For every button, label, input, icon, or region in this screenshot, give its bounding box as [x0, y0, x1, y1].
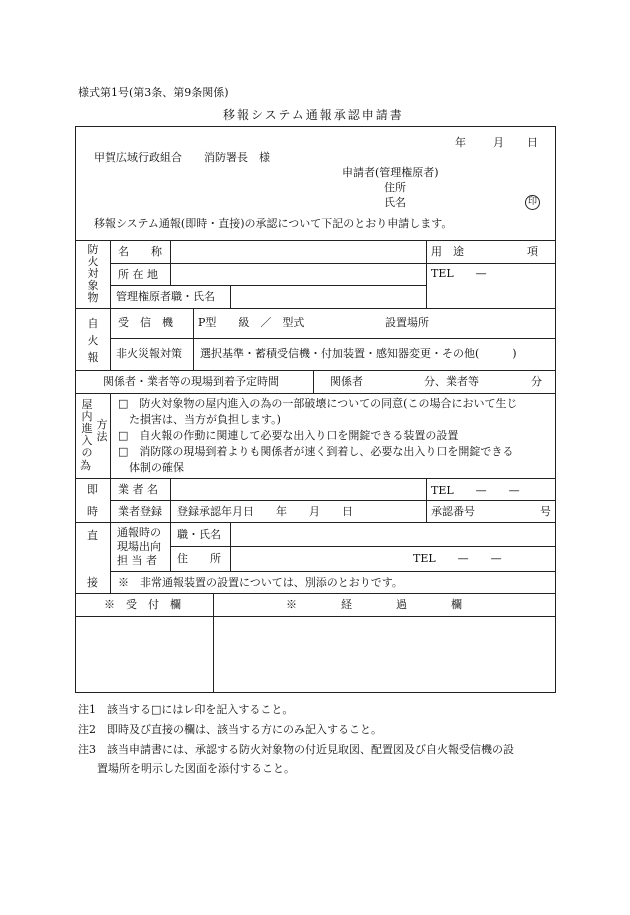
emergency-device-note: ※ 非常通報装置の設置については、別添のとおりです。 — [118, 576, 403, 589]
note-3: 注3 該当申請書には、承認する防火対象物の付近見取図、配置図及び自火報受信機の設 — [78, 743, 514, 756]
option-early-arrival-cont: 体制の確保 — [129, 461, 184, 474]
divider — [110, 240, 111, 370]
divider — [170, 240, 171, 285]
divider — [75, 308, 556, 309]
divider — [110, 338, 556, 339]
name-field-label: 名 称 — [118, 245, 162, 258]
onsite-person-line3: 担 当 者 — [117, 554, 157, 567]
indoor-entry-label-tame: 為 — [80, 459, 91, 472]
related-party-label: 関係者 — [330, 375, 363, 388]
option-unlock-device: □ 自火報の作動に関連して必要な出入り口を開錠できる装置の設置 — [118, 429, 459, 442]
fire-object-section-label: 防 火 対 象 物 — [87, 243, 99, 304]
addressee: 甲賀広域行政組合 消防署長 様 — [94, 151, 270, 164]
company-name-label: 業 者 名 — [118, 483, 158, 496]
divider — [170, 478, 171, 571]
name-label: 氏名 — [384, 196, 406, 209]
minutes-label: 分 — [531, 375, 542, 388]
divider — [110, 285, 426, 286]
divider — [75, 240, 556, 241]
arrival-time-label: 関係者・業者等の現場到着予定時間 — [103, 375, 279, 388]
location-field-label: 所 在 地 — [118, 268, 158, 281]
divider — [110, 571, 556, 572]
application-statement: 移報システム通報(即時・直接)の承認について下記のとおり申請します。 — [94, 217, 453, 230]
applicant-label: 申請者(管理権原者) — [342, 166, 439, 179]
company-tel: TEL — — — [431, 484, 520, 497]
divider — [426, 240, 427, 308]
reception-column-label: ※ 受 付 欄 — [104, 598, 181, 611]
divider — [75, 393, 556, 394]
nonfire-options: 選択基準・蓄積受信機・付加装置・感知器変更・その他( ) — [200, 347, 517, 360]
immediate-label-1: 即 — [87, 483, 98, 496]
day-label: 日 — [527, 136, 538, 149]
divider — [230, 522, 231, 571]
document-title: 移報システム通報承認申請書 — [223, 108, 404, 122]
use-field-label: 用 途 — [431, 245, 464, 258]
direct-address-label: 住 所 — [177, 552, 221, 565]
indoor-entry-label-col1: 屋 内 進 入 の — [81, 398, 93, 459]
registration-date: 登録承認年月日 年 月 日 — [177, 505, 353, 518]
divider — [170, 546, 556, 547]
divider — [110, 393, 111, 593]
divider — [75, 478, 556, 479]
divider — [75, 370, 556, 371]
note-1: 注1 該当する□にはレ印を記入すること。 — [78, 703, 294, 716]
minutes-contractor-label: 分、業者等 — [424, 375, 479, 388]
option-partial-destruction: □ 防火対象物の屋内進入の為の一部破壊についての同意(この場合において生じ — [118, 397, 518, 410]
seal-mark: 印 — [525, 195, 540, 210]
note-3-cont: 置場所を明示した図面を添付すること。 — [97, 762, 295, 775]
receiver-label: 受 信 機 — [118, 316, 173, 329]
year-label: 年 — [455, 136, 466, 149]
divider — [75, 616, 556, 617]
approval-number-label: 承認番号 — [431, 505, 475, 518]
divider — [110, 263, 556, 264]
alarm-section-label: 自 火 報 — [87, 317, 99, 364]
indoor-entry-label-col2: 方 法 — [96, 418, 108, 443]
month-label: 月 — [493, 136, 504, 149]
manager-field-label: 管理権原者職・氏名 — [116, 290, 215, 303]
form-number: 様式第1号(第3条、第9条関係) — [78, 86, 229, 99]
company-registration-label: 業者登録 — [118, 505, 162, 518]
receiver-type: P型 級 ／ 型式 — [198, 316, 305, 329]
divider — [313, 370, 314, 393]
title-name-label: 職・氏名 — [177, 528, 221, 541]
divider — [230, 285, 231, 308]
onsite-person-line1: 通報時の — [117, 526, 161, 539]
nonfire-label: 非火災報対策 — [116, 347, 182, 360]
divider — [193, 308, 194, 370]
fire-object-tel: TEL — — [431, 267, 487, 280]
approval-number-suffix: 号 — [540, 505, 551, 518]
option-partial-destruction-cont: た損害は、当方が負担します。) — [129, 413, 281, 426]
divider — [110, 500, 556, 501]
divider — [213, 593, 214, 693]
direct-label-2: 接 — [87, 576, 98, 589]
address-label: 住所 — [384, 181, 406, 194]
onsite-person-line2: 現場出向 — [117, 540, 161, 553]
note-2: 注2 即時及び直接の欄は、該当する方にのみ記入すること。 — [78, 723, 382, 736]
install-place-label: 設置場所 — [385, 316, 429, 329]
progress-column-label: ※ 経 過 欄 — [286, 598, 462, 611]
immediate-label-2: 時 — [87, 505, 98, 518]
divider — [426, 478, 427, 522]
direct-label-1: 直 — [87, 529, 98, 542]
divider — [75, 593, 556, 594]
direct-tel: TEL — — — [413, 552, 502, 565]
divider — [75, 522, 556, 523]
option-early-arrival: □ 消防隊の現場到着よりも関係者が速く到着し、必要な出入り口を開錠できる — [118, 445, 514, 458]
item-label: 項 — [527, 245, 538, 258]
